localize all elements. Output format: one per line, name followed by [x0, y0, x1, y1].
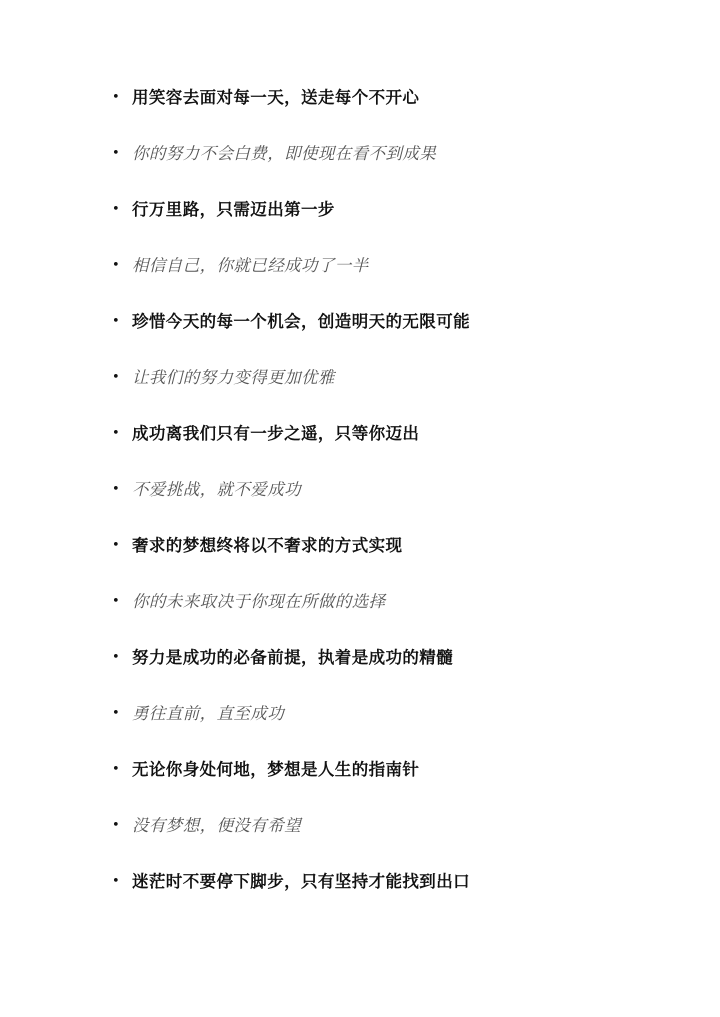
quote-text: 你的未来取决于你现在所做的选择 [132, 592, 386, 611]
bullet-icon: • [112, 202, 120, 217]
quote-list [112, 86, 672, 926]
list-item [112, 590, 672, 646]
list-item [112, 702, 672, 758]
quote-text: 奢求的梦想终将以不奢求的方式实现 [132, 536, 403, 555]
bullet-icon: • [112, 538, 120, 553]
bullet-icon: • [112, 762, 120, 777]
list-item [112, 870, 672, 926]
bullet-icon: • [112, 482, 120, 497]
bullet-icon: • [112, 370, 120, 385]
bullet-icon: • [112, 146, 120, 161]
list-item [112, 254, 672, 310]
list-item [112, 142, 672, 198]
bullet-icon: • [112, 314, 120, 329]
quote-text: 无论你身处何地，梦想是人生的指南针 [132, 760, 420, 779]
list-item [112, 534, 672, 590]
quote-text: 勇往直前，直至成功 [132, 704, 285, 723]
list-item [112, 646, 672, 702]
quote-text: 你的努力不会白费，即使现在看不到成果 [132, 144, 437, 163]
quote-text: 迷茫时不要停下脚步，只有坚持才能找到出口 [132, 872, 470, 891]
bullet-icon: • [112, 874, 120, 889]
list-item [112, 198, 672, 254]
quote-text: 行万里路，只需迈出第一步 [132, 200, 335, 219]
list-item [112, 366, 672, 422]
list-item [112, 86, 672, 142]
list-item [112, 814, 672, 870]
quote-text: 努力是成功的必备前提，执着是成功的精髓 [132, 648, 454, 667]
quote-text: 不爱挑战，就不爱成功 [132, 480, 301, 499]
bullet-icon: • [112, 90, 120, 105]
quote-text: 成功离我们只有一步之遥，只等你迈出 [132, 424, 420, 443]
quote-text: 珍惜今天的每一个机会，创造明天的无限可能 [132, 312, 470, 331]
bullet-icon: • [112, 818, 120, 833]
list-item [112, 422, 672, 478]
bullet-icon: • [112, 426, 120, 441]
list-item [112, 310, 672, 366]
bullet-icon: • [112, 650, 120, 665]
list-item [112, 758, 672, 814]
quote-text: 用笑容去面对每一天，送走每个不开心 [132, 88, 420, 107]
quote-text: 让我们的努力变得更加优雅 [132, 368, 335, 387]
bullet-icon: • [112, 594, 120, 609]
bullet-icon: • [112, 258, 120, 273]
bullet-icon: • [112, 706, 120, 721]
quote-text: 没有梦想，便没有希望 [132, 816, 301, 835]
list-item [112, 478, 672, 534]
quote-text: 相信自己，你就已经成功了一半 [132, 256, 369, 275]
